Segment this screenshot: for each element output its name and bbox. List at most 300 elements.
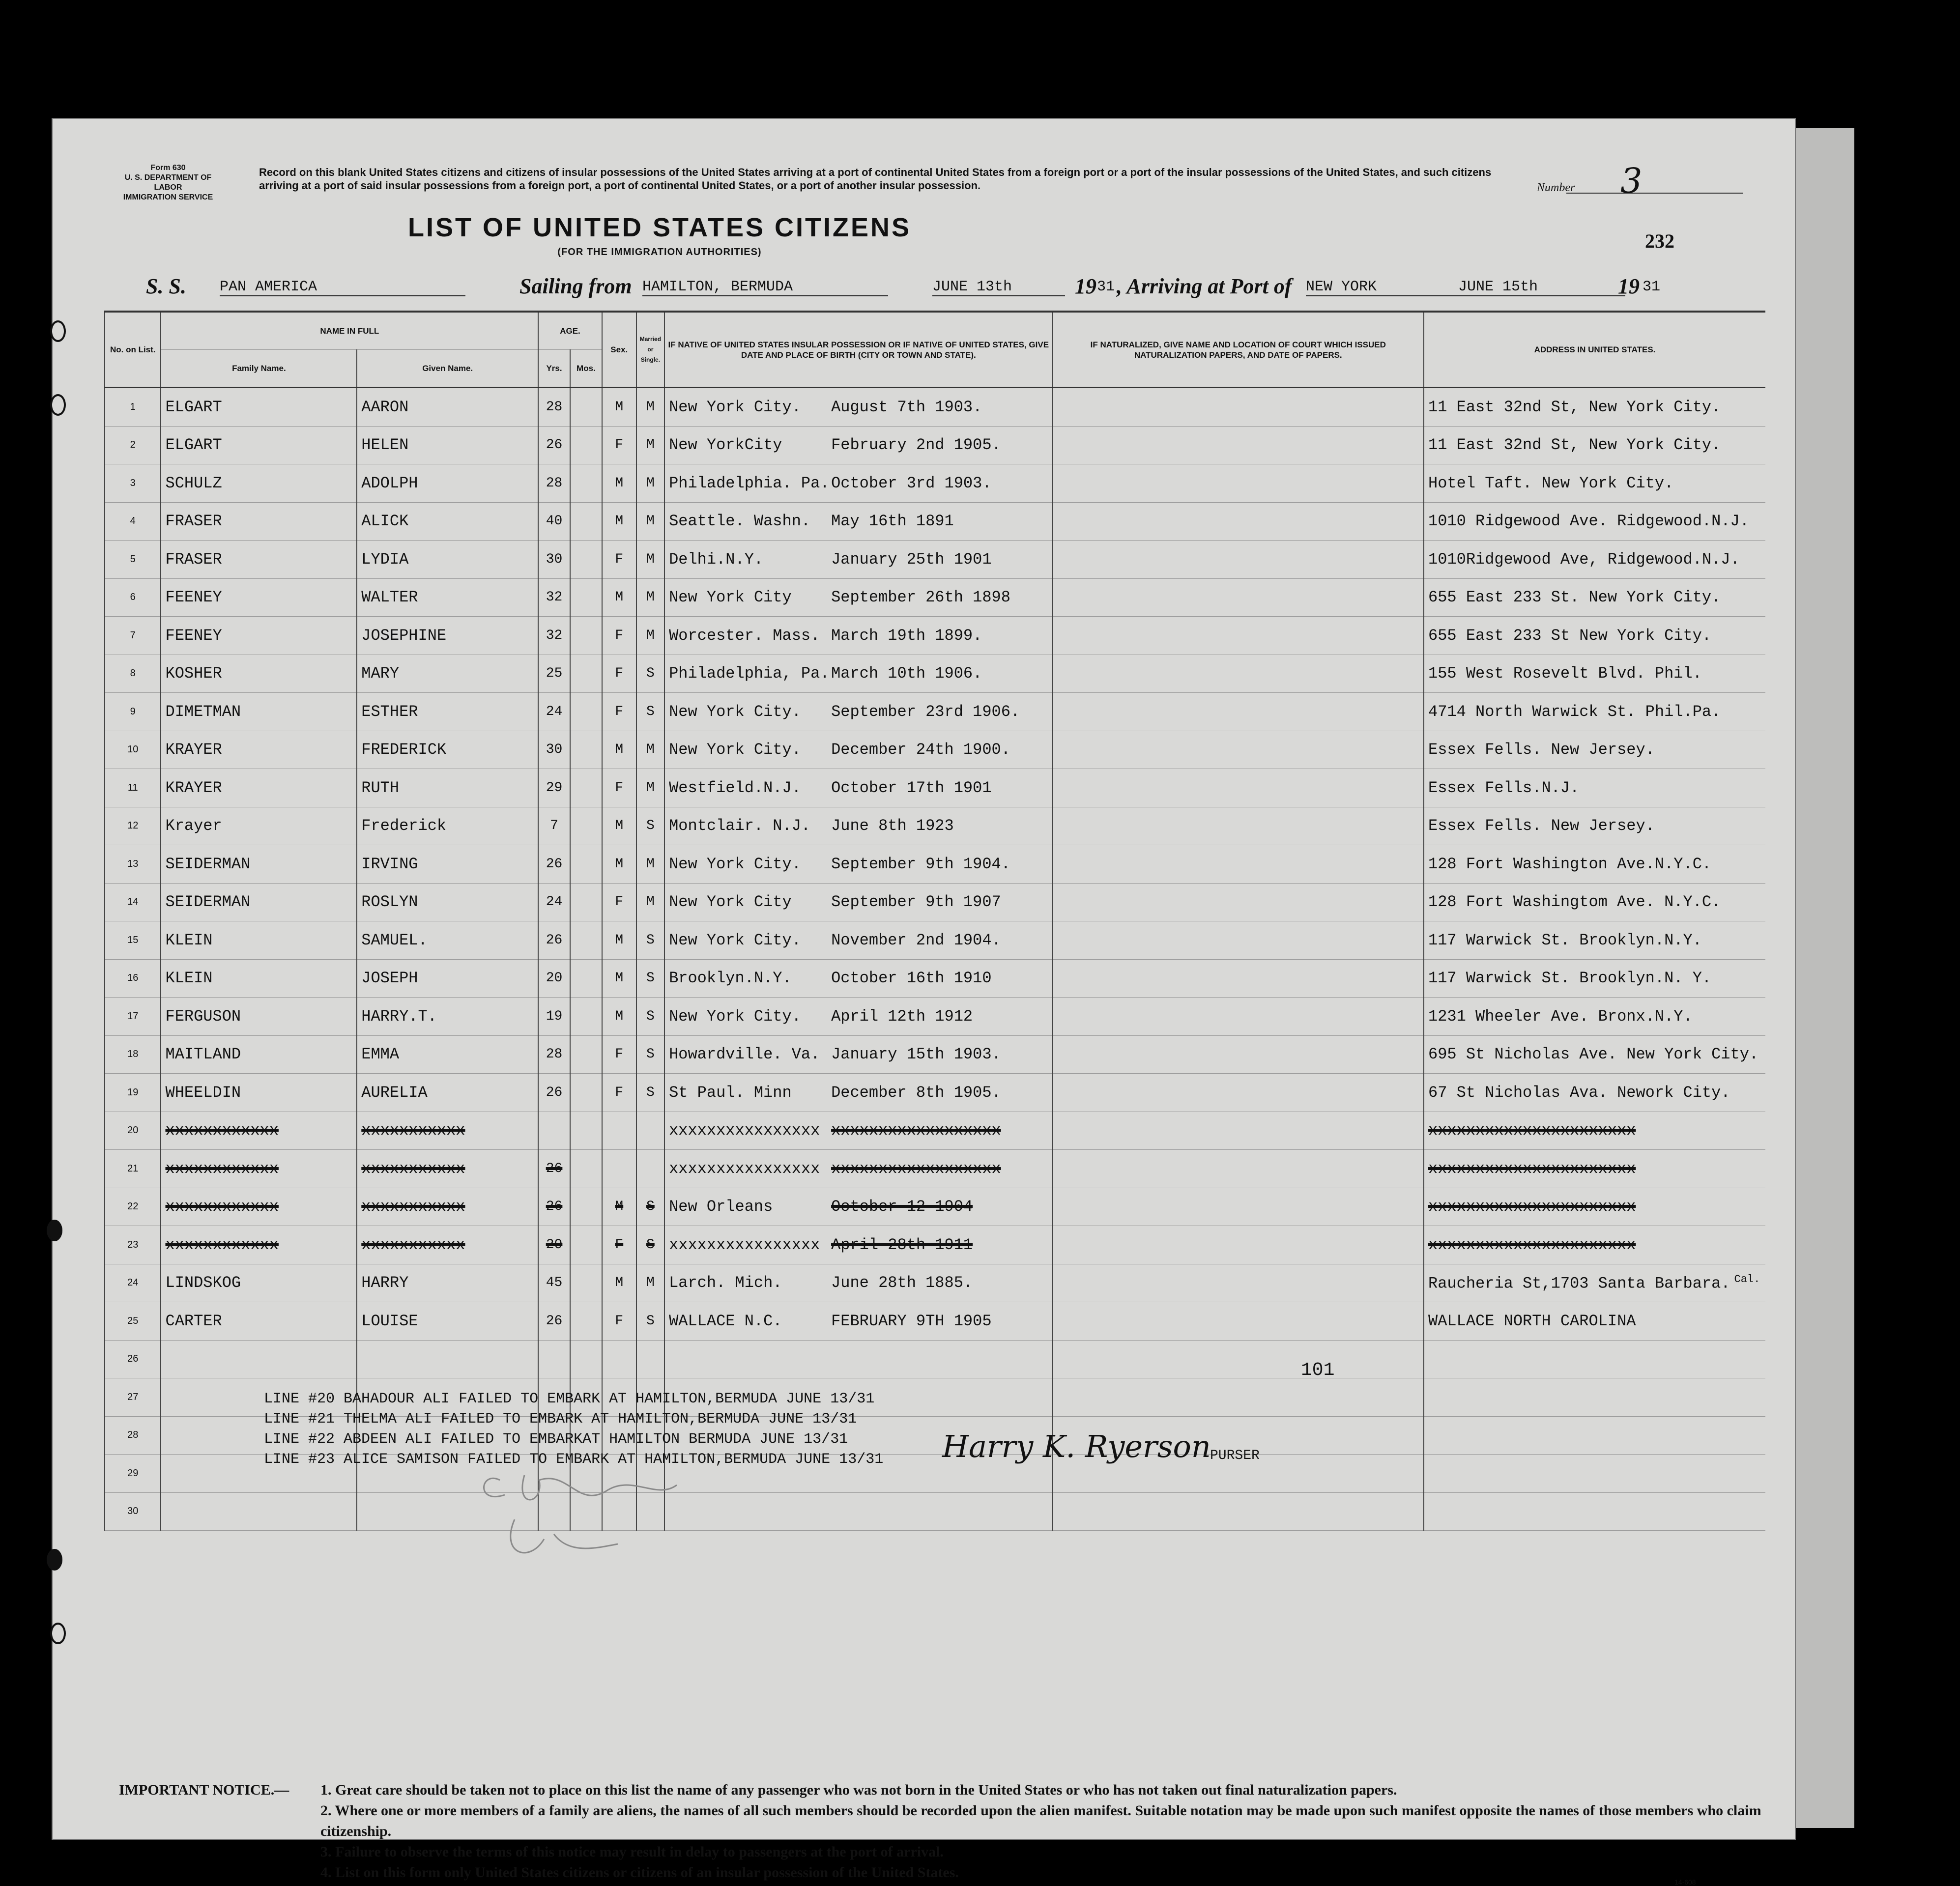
table-row xyxy=(105,1226,1765,1264)
marital-status: S xyxy=(636,1074,664,1112)
birth-date: June 8th 1923 xyxy=(831,817,954,835)
marital-status: S xyxy=(636,1302,664,1341)
page-title: LIST OF UNITED STATES CITIZENS xyxy=(408,213,911,242)
birth-date: September 9th 1907 xyxy=(831,893,1001,912)
col-age-header: AGE. xyxy=(538,312,602,350)
age-years: 20 xyxy=(538,959,570,998)
row-number: 27 xyxy=(105,1378,161,1417)
col-no-header: No. on List. xyxy=(105,312,161,388)
table-row xyxy=(105,426,1765,464)
row-number: 21 xyxy=(105,1150,161,1188)
birth-date: April 28th 1911 xyxy=(831,1235,973,1254)
naturalization-info xyxy=(1053,655,1424,693)
row-number: 20 xyxy=(105,1112,161,1150)
marital-status: M xyxy=(636,541,664,579)
notice-item: 3. Failure to observe the terms of this notice may result in delay to passengers at the port of arrival. xyxy=(320,1844,944,1860)
form-line: U. S. DEPARTMENT OF LABOR xyxy=(124,173,212,192)
family-name: SEIDERMAN xyxy=(161,845,357,884)
birth-info xyxy=(664,731,1052,769)
sex: M xyxy=(602,959,636,998)
family-name: KLEIN xyxy=(161,959,357,998)
col-mos-header: Mos. xyxy=(570,350,602,388)
stamp-number: 101 xyxy=(1301,1360,1335,1381)
notice-item: 1. Great care should be taken not to place on this list the name of any passenger who was not born in the United States or who has not taken out final naturalization papers. xyxy=(320,1782,1397,1798)
birth-date: November 2nd 1904. xyxy=(831,931,1001,949)
table-row xyxy=(105,921,1765,960)
col-birth-header: IF NATIVE OF UNITED STATES INSULAR POSSESSION OR IF NATIVE OF UNITED STATES, GIVE DATE AND PLACE OF BIRTH (CITY OR TOWN AND STATE). xyxy=(664,312,1052,388)
passenger-table xyxy=(104,311,1765,1531)
address xyxy=(1424,1416,1765,1455)
age-months xyxy=(570,959,602,998)
address xyxy=(1424,1455,1765,1493)
birth-date: October 16th 1910 xyxy=(831,969,992,988)
given-name: ROSLYN xyxy=(357,883,538,921)
given-name xyxy=(357,1340,538,1378)
birth-info xyxy=(664,1340,1052,1378)
birth-info xyxy=(664,807,1052,845)
address xyxy=(1424,1340,1765,1378)
birth-info xyxy=(664,998,1052,1036)
row-number: 9 xyxy=(105,693,161,731)
age-years: 26 xyxy=(538,1188,570,1226)
birth-info xyxy=(664,1150,1052,1188)
marital-status: M xyxy=(636,426,664,464)
binder-hole xyxy=(50,1623,66,1644)
family-name: SCHULZ xyxy=(161,464,357,503)
table-row xyxy=(105,959,1765,998)
manifest-sheet xyxy=(52,118,1796,1886)
age-months xyxy=(570,1264,602,1302)
given-name: HARRY xyxy=(357,1264,538,1302)
marital-status: M xyxy=(636,617,664,655)
birth-info xyxy=(664,388,1052,427)
address: 1010Ridgewood Ave, Ridgewood.N.J. xyxy=(1424,541,1765,579)
row-number: 3 xyxy=(105,464,161,503)
row-number: 25 xyxy=(105,1302,161,1341)
marital-status: S xyxy=(636,1188,664,1226)
birth-place: xxxxxxxxxxxxxxxx xyxy=(669,1159,820,1178)
col-yrs-header: Yrs. xyxy=(538,350,570,388)
birth-date: December 24th 1900. xyxy=(831,741,1010,759)
age-years xyxy=(538,1112,570,1150)
passenger-rows xyxy=(105,388,1765,1531)
naturalization-info xyxy=(1053,578,1424,617)
family-name: FERGUSON xyxy=(161,998,357,1036)
family-name: WHEELDIN xyxy=(161,1074,357,1112)
family-name: xxxxxxxxxxxx xyxy=(161,1188,357,1226)
row-number: 6 xyxy=(105,578,161,617)
sex: M xyxy=(602,731,636,769)
address: 4714 North Warwick St. Phil.Pa. xyxy=(1424,693,1765,731)
age-years: 25 xyxy=(538,655,570,693)
age-months xyxy=(570,541,602,579)
row-number: 29 xyxy=(105,1455,161,1493)
naturalization-info xyxy=(1053,1340,1424,1378)
naturalization-info xyxy=(1053,1492,1424,1531)
given-name: SAMUEL. xyxy=(357,921,538,960)
naturalization-info xyxy=(1053,617,1424,655)
marital-status: M xyxy=(636,388,664,427)
given-name: MARY xyxy=(357,655,538,693)
birth-date: September 23rd 1906. xyxy=(831,702,1020,721)
birth-place: Philadelphia. Pa. xyxy=(669,474,830,492)
row-number: 5 xyxy=(105,541,161,579)
naturalization-info xyxy=(1053,1264,1424,1302)
address: 655 East 233 St New York City. xyxy=(1424,617,1765,655)
age-months xyxy=(570,1035,602,1074)
family-name xyxy=(161,1340,357,1378)
naturalization-info xyxy=(1053,1226,1424,1264)
address: 655 East 233 St. New York City. xyxy=(1424,578,1765,617)
table-row xyxy=(105,1035,1765,1074)
birth-info xyxy=(664,426,1052,464)
age-years: 45 xyxy=(538,1264,570,1302)
age-years xyxy=(538,1340,570,1378)
birth-date: December 8th 1905. xyxy=(831,1083,1001,1102)
naturalization-info xyxy=(1053,845,1424,884)
note-line: LINE #20 BAHADOUR ALI FAILED TO EMBARK AT HAMILTON,BERMUDA JUNE 13/31 xyxy=(264,1391,875,1407)
arrival-port: NEW YORK xyxy=(1306,279,1493,296)
sail-year-prefix: 19 xyxy=(1075,274,1096,298)
age-years: 26 xyxy=(538,921,570,960)
birth-place: New York City. xyxy=(669,931,801,949)
number-label: Number xyxy=(1537,181,1575,194)
address: 67 St Nicholas Ava. Nework City. xyxy=(1424,1074,1765,1112)
row-number: 7 xyxy=(105,617,161,655)
age-years: 28 xyxy=(538,1035,570,1074)
naturalization-info xyxy=(1053,541,1424,579)
row-number: 22 xyxy=(105,1188,161,1226)
birth-place: Westfield.N.J. xyxy=(669,778,801,797)
birth-info xyxy=(664,541,1052,579)
given-name: HARRY.T. xyxy=(357,998,538,1036)
birth-place: Worcester. Mass. xyxy=(669,626,820,645)
sex: M xyxy=(602,807,636,845)
table-row xyxy=(105,464,1765,503)
table-row xyxy=(105,845,1765,884)
table-row xyxy=(105,731,1765,769)
age-months xyxy=(570,1340,602,1378)
birth-place: New York City. xyxy=(669,1007,801,1026)
birth-place: New Orleans xyxy=(669,1198,773,1216)
age-months xyxy=(570,1188,602,1226)
table-row xyxy=(105,502,1765,541)
marital-status: M xyxy=(636,845,664,884)
row-number: 24 xyxy=(105,1264,161,1302)
address xyxy=(1424,1264,1765,1302)
naturalization-info xyxy=(1053,1150,1424,1188)
birth-place: New York City. xyxy=(669,741,801,759)
family-name: DIMETMAN xyxy=(161,693,357,731)
sex: M xyxy=(602,578,636,617)
naturalization-info xyxy=(1053,1035,1424,1074)
birth-date: September 9th 1904. xyxy=(831,855,1010,873)
family-name: FRASER xyxy=(161,502,357,541)
birth-place: Delhi.N.Y. xyxy=(669,550,764,569)
marital-status: M xyxy=(636,731,664,769)
arrive-year-suffix: 31 xyxy=(1643,279,1661,295)
table-row xyxy=(105,1340,1765,1378)
sex: M xyxy=(602,502,636,541)
sex xyxy=(602,1112,636,1150)
marital-status: S xyxy=(636,921,664,960)
marital-status: S xyxy=(636,1035,664,1074)
age-years: 30 xyxy=(538,731,570,769)
birth-place: Montclair. N.J. xyxy=(669,817,811,835)
table-row xyxy=(105,807,1765,845)
address xyxy=(1424,1378,1765,1417)
birth-place: WALLACE N.C. xyxy=(669,1312,782,1330)
age-years: 28 xyxy=(538,388,570,427)
given-name: IRVING xyxy=(357,845,538,884)
naturalization-info xyxy=(1053,959,1424,998)
birth-date: October 12 1904 xyxy=(831,1198,973,1216)
family-name xyxy=(161,1492,357,1531)
family-name: KRAYER xyxy=(161,769,357,807)
given-name: JOSEPHINE xyxy=(357,617,538,655)
sex: F xyxy=(602,1302,636,1341)
naturalization-info xyxy=(1053,388,1424,427)
col-sex-header: Sex. xyxy=(602,312,636,388)
page-number: 232 xyxy=(1645,230,1674,252)
form-code: 14-608 xyxy=(1674,1878,1696,1886)
address: 11 East 32nd St, New York City. xyxy=(1424,426,1765,464)
family-name: FEENEY xyxy=(161,617,357,655)
row-number: 18 xyxy=(105,1035,161,1074)
age-years: 24 xyxy=(538,883,570,921)
sex: M xyxy=(602,388,636,427)
form-heading xyxy=(112,163,225,202)
address: xxxxxxxxxxxxxxxxxxxxxx xyxy=(1424,1226,1765,1264)
age-years: 26 xyxy=(538,1074,570,1112)
sex: F xyxy=(602,617,636,655)
notice-lead: IMPORTANT NOTICE.— xyxy=(119,1782,289,1798)
marital-status: S xyxy=(636,655,664,693)
given-name: ADOLPH xyxy=(357,464,538,503)
family-name: KLEIN xyxy=(161,921,357,960)
sailing-from: HAMILTON, BERMUDA xyxy=(642,279,888,296)
sex: M xyxy=(602,998,636,1036)
table-row xyxy=(105,1492,1765,1531)
table-row xyxy=(105,655,1765,693)
given-name: EMMA xyxy=(357,1035,538,1074)
naturalization-info xyxy=(1053,883,1424,921)
row-number: 1 xyxy=(105,388,161,427)
address: Essex Fells. New Jersey. xyxy=(1424,731,1765,769)
family-name: Krayer xyxy=(161,807,357,845)
marital-status: S xyxy=(636,693,664,731)
given-name: FREDERICK xyxy=(357,731,538,769)
sex: F xyxy=(602,883,636,921)
address: 695 St Nicholas Ave. New York City. xyxy=(1424,1035,1765,1074)
birth-date: FEBRUARY 9TH 1905 xyxy=(831,1312,992,1330)
address: 117 Warwick St. Brooklyn.N. Y. xyxy=(1424,959,1765,998)
sex: M xyxy=(602,845,636,884)
arrive-date: JUNE 15th xyxy=(1458,279,1625,296)
binder-hole xyxy=(50,394,66,416)
sex: F xyxy=(602,655,636,693)
birth-place: New York City. xyxy=(669,702,801,721)
sex: F xyxy=(602,693,636,731)
birth-date: January 15th 1903. xyxy=(831,1045,1001,1064)
given-name: HELEN xyxy=(357,426,538,464)
age-months xyxy=(570,998,602,1036)
marital-status: S xyxy=(636,959,664,998)
table-row xyxy=(105,1074,1765,1112)
marital-status: M xyxy=(636,883,664,921)
address: Hotel Taft. New York City. xyxy=(1424,464,1765,503)
naturalization-info xyxy=(1053,1188,1424,1226)
naturalization-info xyxy=(1053,693,1424,731)
birth-place: New York City xyxy=(669,893,792,912)
age-months xyxy=(570,1226,602,1264)
row-number: 13 xyxy=(105,845,161,884)
birth-place: New York City. xyxy=(669,398,801,416)
naturalization-info xyxy=(1053,1378,1424,1417)
address xyxy=(1424,1492,1765,1531)
birth-date: February 2nd 1905. xyxy=(831,436,1001,455)
age-months xyxy=(570,731,602,769)
col-family-header: Family Name. xyxy=(161,350,357,388)
birth-info xyxy=(664,1188,1052,1226)
address: 155 West Rosevelt Blvd. Phil. xyxy=(1424,655,1765,693)
marital-status: S xyxy=(636,998,664,1036)
given-name: xxxxxxxxxxx xyxy=(357,1150,538,1188)
age-years: 28 xyxy=(538,464,570,503)
col-address-header: ADDRESS IN UNITED STATES. xyxy=(1424,312,1765,388)
family-name: SEIDERMAN xyxy=(161,883,357,921)
naturalization-info xyxy=(1053,807,1424,845)
birth-info xyxy=(664,921,1052,960)
birth-info xyxy=(664,655,1052,693)
birth-date: March 10th 1906. xyxy=(831,664,982,683)
age-months xyxy=(570,693,602,731)
address: xxxxxxxxxxxxxxxxxxxxxx xyxy=(1424,1150,1765,1188)
naturalization-info xyxy=(1053,731,1424,769)
row-number: 19 xyxy=(105,1074,161,1112)
purser-signature: Harry K. Ryerson xyxy=(942,1429,1211,1464)
birth-info xyxy=(664,1074,1052,1112)
marital-status: S xyxy=(636,1226,664,1264)
address: 1010 Ridgewood Ave. Ridgewood.N.J. xyxy=(1424,502,1765,541)
sex: F xyxy=(602,426,636,464)
address: 1231 Wheeler Ave. Bronx.N.Y. xyxy=(1424,998,1765,1036)
naturalization-info xyxy=(1053,998,1424,1036)
age-years: 32 xyxy=(538,617,570,655)
family-name: ELGART xyxy=(161,388,357,427)
row-number: 15 xyxy=(105,921,161,960)
family-name: xxxxxxxxxxxx xyxy=(161,1112,357,1150)
birth-date: August 7th 1903. xyxy=(831,398,982,416)
given-name: ESTHER xyxy=(357,693,538,731)
table-row xyxy=(105,578,1765,617)
age-months xyxy=(570,1112,602,1150)
sex: F xyxy=(602,1074,636,1112)
birth-info xyxy=(664,1035,1052,1074)
row-number: 14 xyxy=(105,883,161,921)
address-suffix: Cal. xyxy=(1734,1273,1760,1286)
row-number: 28 xyxy=(105,1416,161,1455)
number-underline xyxy=(1566,193,1743,194)
given-name: AARON xyxy=(357,388,538,427)
row-number: 11 xyxy=(105,769,161,807)
form-line: Form 630 xyxy=(150,164,186,172)
birth-place: New York City. xyxy=(669,855,801,873)
instruction-text: Record on this blank United States citizens and citizens of insular possessions of the United States arriving at a port of continental United States from a foreign port or a port of the insular possessions of the United States, and such citizens arriving at a port of said insular possessions from a foreign port, a port of continental United States, or a port of another insular possession. xyxy=(259,166,1492,192)
address: WALLACE NORTH CAROLINA xyxy=(1424,1302,1765,1341)
naturalization-info xyxy=(1053,1112,1424,1150)
age-years: 24 xyxy=(538,693,570,731)
notice-item: 4. List on this form only United States citizens or citizens of an insular possession of the United States. xyxy=(320,1864,959,1881)
sex: M xyxy=(602,1264,636,1302)
marital-status: M xyxy=(636,1264,664,1302)
age-months xyxy=(570,845,602,884)
faint-inspector-signature xyxy=(470,1451,765,1578)
address: 128 Fort Washingtom Ave. N.Y.C. xyxy=(1424,883,1765,921)
birth-place: xxxxxxxxxxxxxxxx xyxy=(669,1235,820,1254)
address: xxxxxxxxxxxxxxxxxxxxxx xyxy=(1424,1112,1765,1150)
family-name: KOSHER xyxy=(161,655,357,693)
note-line: LINE #21 THELMA ALI FAILED TO EMBARK AT HAMILTON,BERMUDA JUNE 13/31 xyxy=(264,1411,857,1428)
birth-info xyxy=(664,1112,1052,1150)
marital-status: M xyxy=(636,769,664,807)
sail-date: JUNE 13th xyxy=(932,279,1065,296)
notice-item: 2. Where one or more members of a family are aliens, the names of all such members should be recorded upon the alien manifest. Suitable notation may be made upon such manifest opposite the names of those members who claim citizenship. xyxy=(320,1802,1761,1839)
sailing-label: Sailing from xyxy=(519,274,632,298)
given-name: LYDIA xyxy=(357,541,538,579)
note-line: LINE #23 ALICE SAMISON FAILED TO EMBARK AT HAMILTON,BERMUDA JUNE 13/31 xyxy=(264,1451,884,1468)
age-years: 26 xyxy=(538,845,570,884)
sex: M xyxy=(602,464,636,503)
ship-name: PAN AMERICA xyxy=(220,279,465,296)
birth-place: xxxxxxxxxxxxxxxx xyxy=(669,1121,820,1140)
sex: F xyxy=(602,541,636,579)
given-name: ALICK xyxy=(357,502,538,541)
row-number: 4 xyxy=(105,502,161,541)
address: Essex Fells.N.J. xyxy=(1424,769,1765,807)
age-years: 26 xyxy=(538,1150,570,1188)
naturalization-info xyxy=(1053,1074,1424,1112)
age-months xyxy=(570,1150,602,1188)
binder-hole xyxy=(47,1549,62,1571)
birth-date: May 16th 1891 xyxy=(831,512,954,531)
age-years: 30 xyxy=(538,541,570,579)
sex xyxy=(602,1150,636,1188)
given-name: RUTH xyxy=(357,769,538,807)
birth-info xyxy=(664,845,1052,884)
binder-hole xyxy=(50,320,66,342)
naturalization-info xyxy=(1053,464,1424,503)
table-row xyxy=(105,769,1765,807)
row-number: 12 xyxy=(105,807,161,845)
family-name: LINDSKOG xyxy=(161,1264,357,1302)
arrive-year-prefix: 19 xyxy=(1618,274,1640,298)
age-years: 32 xyxy=(538,578,570,617)
birth-place: New York City xyxy=(669,588,792,607)
birth-place: Larch. Mich. xyxy=(669,1274,782,1292)
birth-info xyxy=(664,959,1052,998)
address: 11 East 32nd St, New York City. xyxy=(1424,388,1765,427)
notice-items xyxy=(320,1780,1785,1883)
col-name-group-header: NAME IN FULL xyxy=(161,312,538,350)
family-name: xxxxxxxxxxxx xyxy=(161,1150,357,1188)
row-number: 30 xyxy=(105,1492,161,1531)
marital-status: M xyxy=(636,464,664,503)
address: 117 Warwick St. Brooklyn.N.Y. xyxy=(1424,921,1765,960)
row-number: 16 xyxy=(105,959,161,998)
birth-date: xxxxxxxxxxxxxxxxxx xyxy=(831,1121,1001,1140)
purser-label: PURSER xyxy=(1210,1448,1260,1463)
